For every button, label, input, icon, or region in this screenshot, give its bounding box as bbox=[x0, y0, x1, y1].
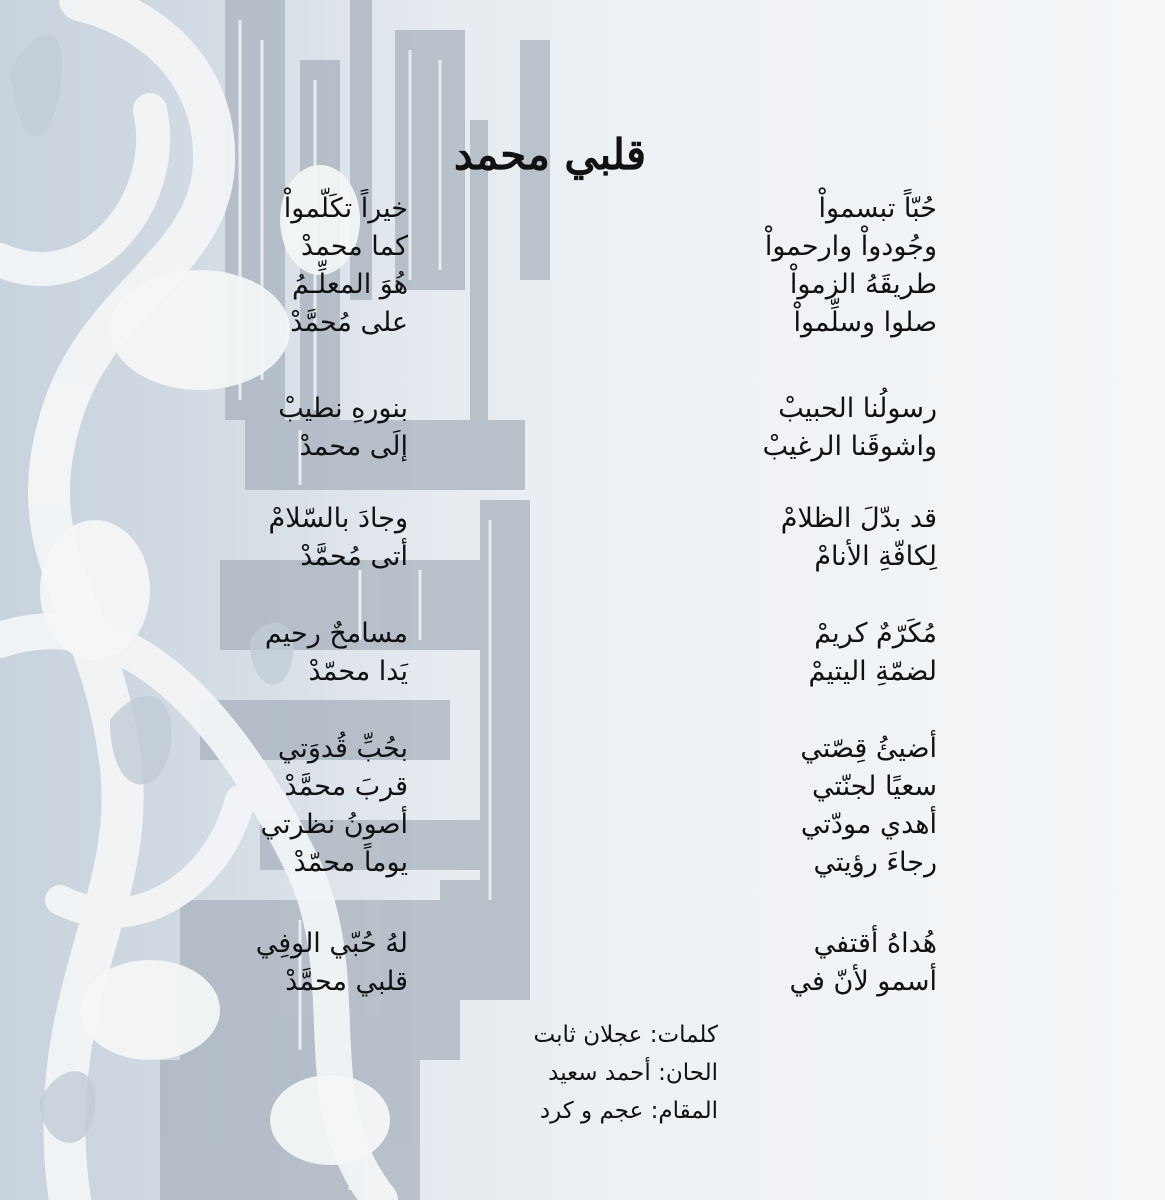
verse-line: بنورهِ نطيبْ bbox=[278, 393, 408, 424]
stanza bbox=[607, 390, 937, 466]
verse-line: قلبي محمَّدْ bbox=[285, 966, 408, 997]
verse-line: رسولُنا الحبيبْ bbox=[778, 393, 937, 424]
maqam-credit: المقام: عجم و كرد bbox=[539, 1098, 718, 1124]
verse-line: وجُودواْ وارحمواْ bbox=[764, 231, 937, 262]
verse-line: أضيئُ قِصّتي bbox=[800, 733, 937, 764]
verse-line: وجادَ بالسّلامْ bbox=[268, 503, 408, 534]
verse-line: أسمو لأنّ في bbox=[789, 966, 937, 997]
song-credits bbox=[534, 1016, 718, 1130]
stanza bbox=[108, 500, 408, 576]
stanza bbox=[607, 190, 937, 342]
verse-line: خيراً تكَلّمواْ bbox=[283, 193, 408, 224]
composer-credit: الحان: أحمد سعيد bbox=[548, 1060, 718, 1086]
verse-line: طريقَهُ الزمواْ bbox=[789, 269, 937, 300]
stanza bbox=[108, 925, 408, 1001]
verse-line: لهُ حُبّي الوفِي bbox=[255, 928, 408, 959]
verse-line: مُكَرّمٌ كريمْ bbox=[814, 618, 937, 649]
verse-line: واشوقَنا الرغيبْ bbox=[762, 431, 937, 462]
stanza bbox=[607, 730, 937, 882]
stanza bbox=[108, 615, 408, 691]
lyrics-credit: كلمات: عجلان ثابت bbox=[533, 1022, 718, 1048]
stanza bbox=[108, 390, 408, 466]
verse-line: أصونُ نظرتي bbox=[260, 809, 408, 840]
verse-line: صلوا وسلِّمواْ bbox=[793, 307, 937, 338]
verse-line: لضمّةِ اليتيمْ bbox=[808, 656, 937, 687]
verse-line: قربَ محمَّدْ bbox=[284, 771, 408, 802]
verse-line: قد بدّلَ الظلامْ bbox=[780, 503, 937, 534]
page-title: قلبي محمد bbox=[453, 130, 647, 179]
verse-line: كما محمدْ bbox=[301, 231, 408, 262]
verse-line: سعيًا لجنّتي bbox=[811, 771, 937, 802]
verse-line: لِكافّةِ الأنامْ bbox=[814, 541, 937, 572]
verse-line: رجاءَ رؤيتي bbox=[813, 847, 937, 878]
stanza bbox=[108, 190, 408, 342]
verse-line: هُداهُ أقتفي bbox=[813, 928, 937, 959]
verse-line: حُبّاً تبسمواْ bbox=[818, 193, 937, 224]
verse-line: إلَى محمدْ bbox=[299, 431, 408, 462]
verse-line: على مُحمَّدْ bbox=[290, 307, 408, 338]
verse-line: أتى مُحمَّدْ bbox=[300, 541, 408, 572]
stanza bbox=[607, 925, 937, 1001]
verse-line: هُوَ المعلِّـمُ bbox=[292, 269, 408, 300]
stanza bbox=[607, 615, 937, 691]
verse-line: مسامحٌ رحيم bbox=[264, 618, 408, 649]
verse-line: أهدي مودّتي bbox=[800, 809, 937, 840]
verse-line: يَدا محمّدْ bbox=[308, 656, 408, 687]
verse-line: بحُبِّ قُدوَتي bbox=[277, 733, 408, 764]
stanza bbox=[108, 730, 408, 882]
verse-line: يوماً محمّدْ bbox=[293, 847, 408, 878]
stanza bbox=[607, 500, 937, 576]
